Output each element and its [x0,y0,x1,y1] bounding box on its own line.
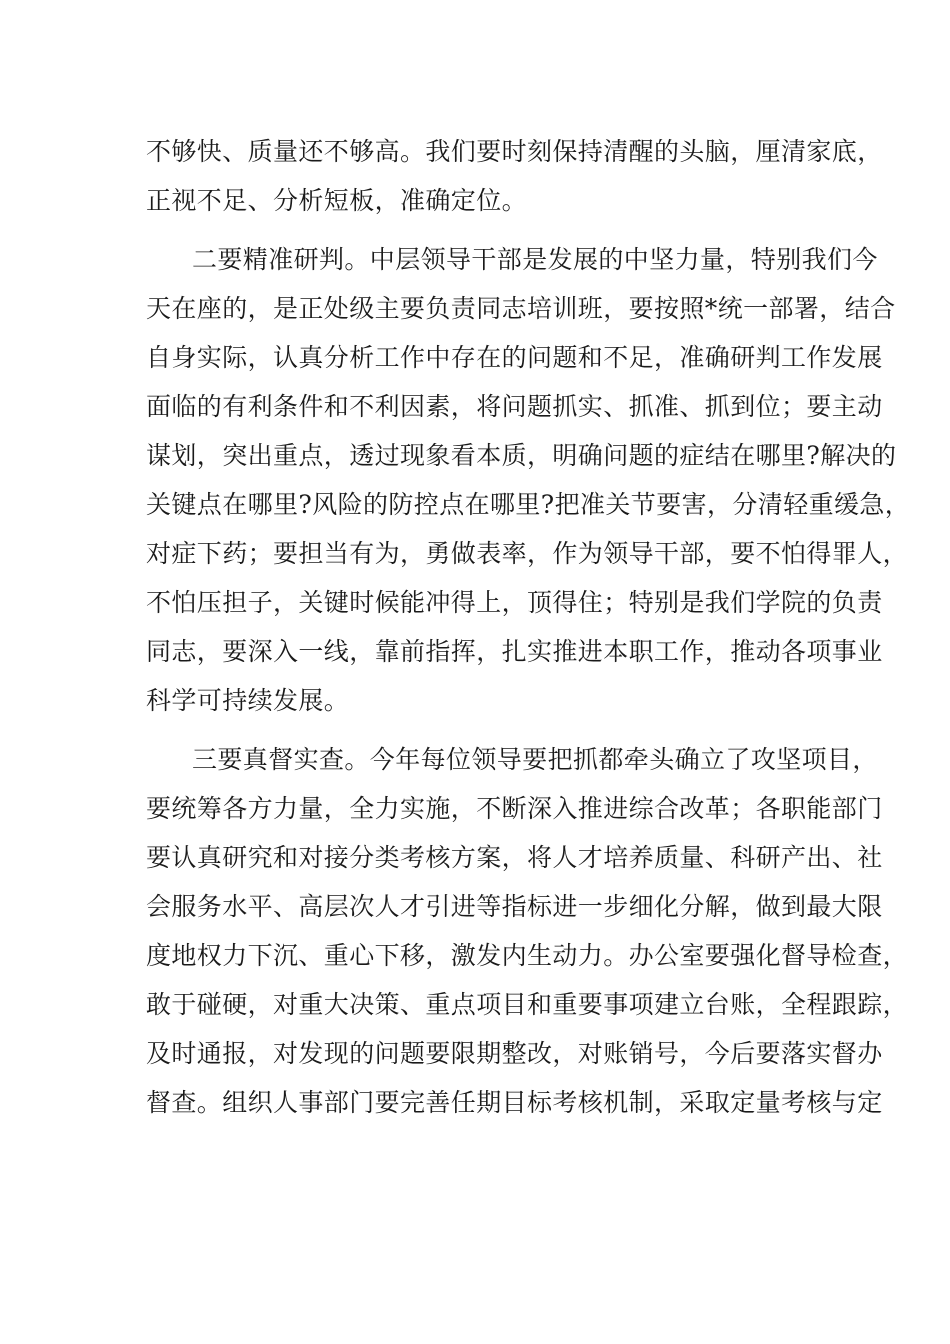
text-line: 度地权力下沉、重心下移，激发内生动力。办公室要强化督导检查， [146,941,909,970]
text-line: 天在座的，是正处级主要负责同志培训班，要按照*统一部署，结合 [146,294,896,323]
text-line: 正视不足、分析短板，准确定位。 [146,186,528,215]
text-line: 自身实际，认真分析工作中存在的问题和不足，准确研判工作发展 [146,343,883,372]
text-line: 不够快、质量还不够高。我们要时刻保持清醒的头脑，厘清家底， [146,137,883,166]
text-line: 及时通报，对发现的问题要限期整改，对账销号，今后要落实督办 [146,1039,883,1068]
text-line: 关键点在哪里?风险的防控点在哪里?把准关节要害，分清轻重缓急， [146,490,911,519]
text-line: 会服务水平、高层次人才引进等指标进一步细化分解，做到最大限 [146,892,883,921]
text-line: 敢于碰硬，对重大决策、重点项目和重要事项建立台账，全程跟踪， [146,990,909,1019]
text-line: 同志，要深入一线，靠前指挥，扎实推进本职工作，推动各项事业 [146,637,883,666]
text-line: 面临的有利条件和不利因素，将问题抓实、抓准、抓到位；要主动 [146,392,883,421]
text-line: 对症下药；要担当有为，勇做表率，作为领导干部，要不怕得罪人， [146,539,909,568]
text-line: 督查。组织人事部门要完善任期目标考核机制，采取定量考核与定 [146,1088,883,1117]
text-line: 谋划，突出重点，透过现象看本质，明确问题的症结在哪里?解决的 [146,441,897,470]
text-line: 科学可持续发展。 [146,686,350,715]
text-line: 不怕压担子，关键时候能冲得上，顶得住；特别是我们学院的负责 [146,588,883,617]
text-line: 要认真研究和对接分类考核方案，将人才培养质量、科研产出、社 [146,843,883,872]
text-line: 要统筹各方力量，全力实施，不断深入推进综合改革；各职能部门 [146,794,883,823]
text-line: 二要精准研判。中层领导干部是发展的中坚力量，特别我们今 [192,245,878,274]
text-line: 三要真督实查。今年每位领导要把抓都牵头确立了攻坚项目， [192,745,878,774]
